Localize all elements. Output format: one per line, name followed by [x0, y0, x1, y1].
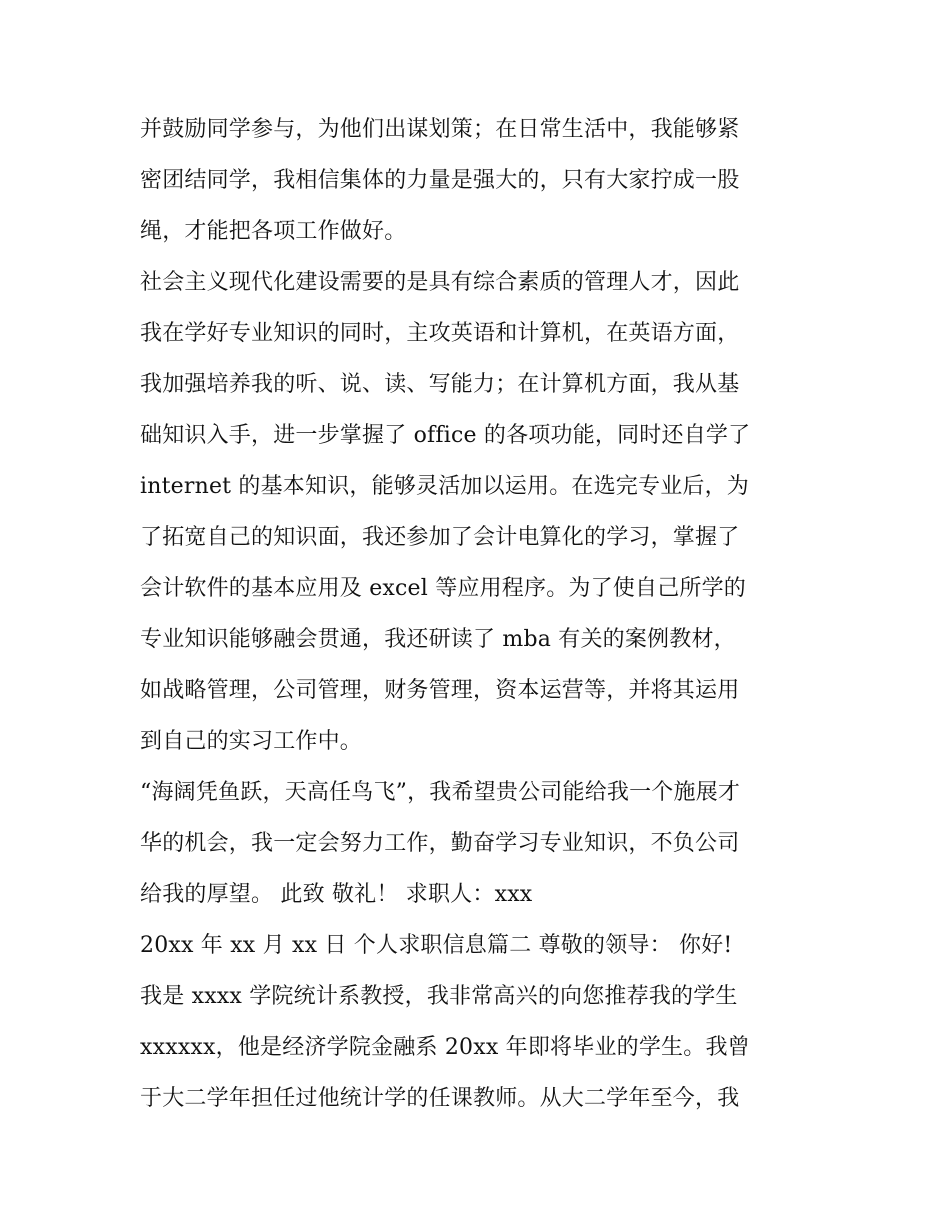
text-line: 我加强培养我的听、说、读、写能力；在计算机方面，我从基: [140, 372, 740, 397]
text-line: 我在学好专业知识的同时，主攻英语和计算机，在英语方面，: [140, 321, 740, 346]
text-line: 专业知识能够融会贯通，我还研读了 mba 有关的案例教材，: [140, 627, 736, 652]
text-line: xxxxxx，他是经济学院金融系 20xx 年即将毕业的学生。我曾: [140, 1035, 750, 1060]
text-line: 并鼓励同学参与，为他们出谋划策；在日常生活中，我能够紧: [140, 117, 740, 142]
text-line: 础知识入手，进一步掌握了 office 的各项功能，同时还自学了: [140, 423, 751, 448]
text-line: 密团结同学，我相信集体的力量是强大的，只有大家拧成一股: [140, 168, 740, 193]
text-line: “海阔凭鱼跃，天高任鸟飞”，我希望贵公司能给我一个施展才: [140, 780, 741, 805]
text-line: 华的机会，我一定会努力工作，勤奋学习专业知识，不负公司: [140, 831, 740, 856]
text-line: 给我的厚望。 此致 敬礼！ 求职人：xxx: [140, 882, 533, 907]
text-line: 到自己的实习工作中。: [140, 729, 363, 754]
text-line: 我是 xxxx 学院统计系教授，我非常高兴的向您推荐我的学生: [140, 984, 738, 1009]
text-line: 社会主义现代化建设需要的是具有综合素质的管理人才，因此: [140, 270, 740, 295]
text-line: 于大二学年担任过他统计学的任课教师。从大二学年至今，我: [140, 1086, 740, 1111]
text-line: internet 的基本知识，能够灵活加以运用。在选完专业后，为: [140, 474, 750, 499]
text-line: 会计软件的基本应用及 excel 等应用程序。为了使自己所学的: [140, 576, 746, 601]
text-line: 如战略管理，公司管理，财务管理，资本运营等，并将其运用: [140, 678, 740, 703]
text-line: 了拓宽自己的知识面，我还参加了会计电算化的学习，掌握了: [140, 525, 740, 550]
document-body: [140, 104, 820, 1124]
text-line: 20xx 年 xx 月 xx 日 个人求职信息篇二 尊敬的领导： 你好!: [140, 933, 733, 958]
text-line: 绳，才能把各项工作做好。: [140, 219, 407, 244]
